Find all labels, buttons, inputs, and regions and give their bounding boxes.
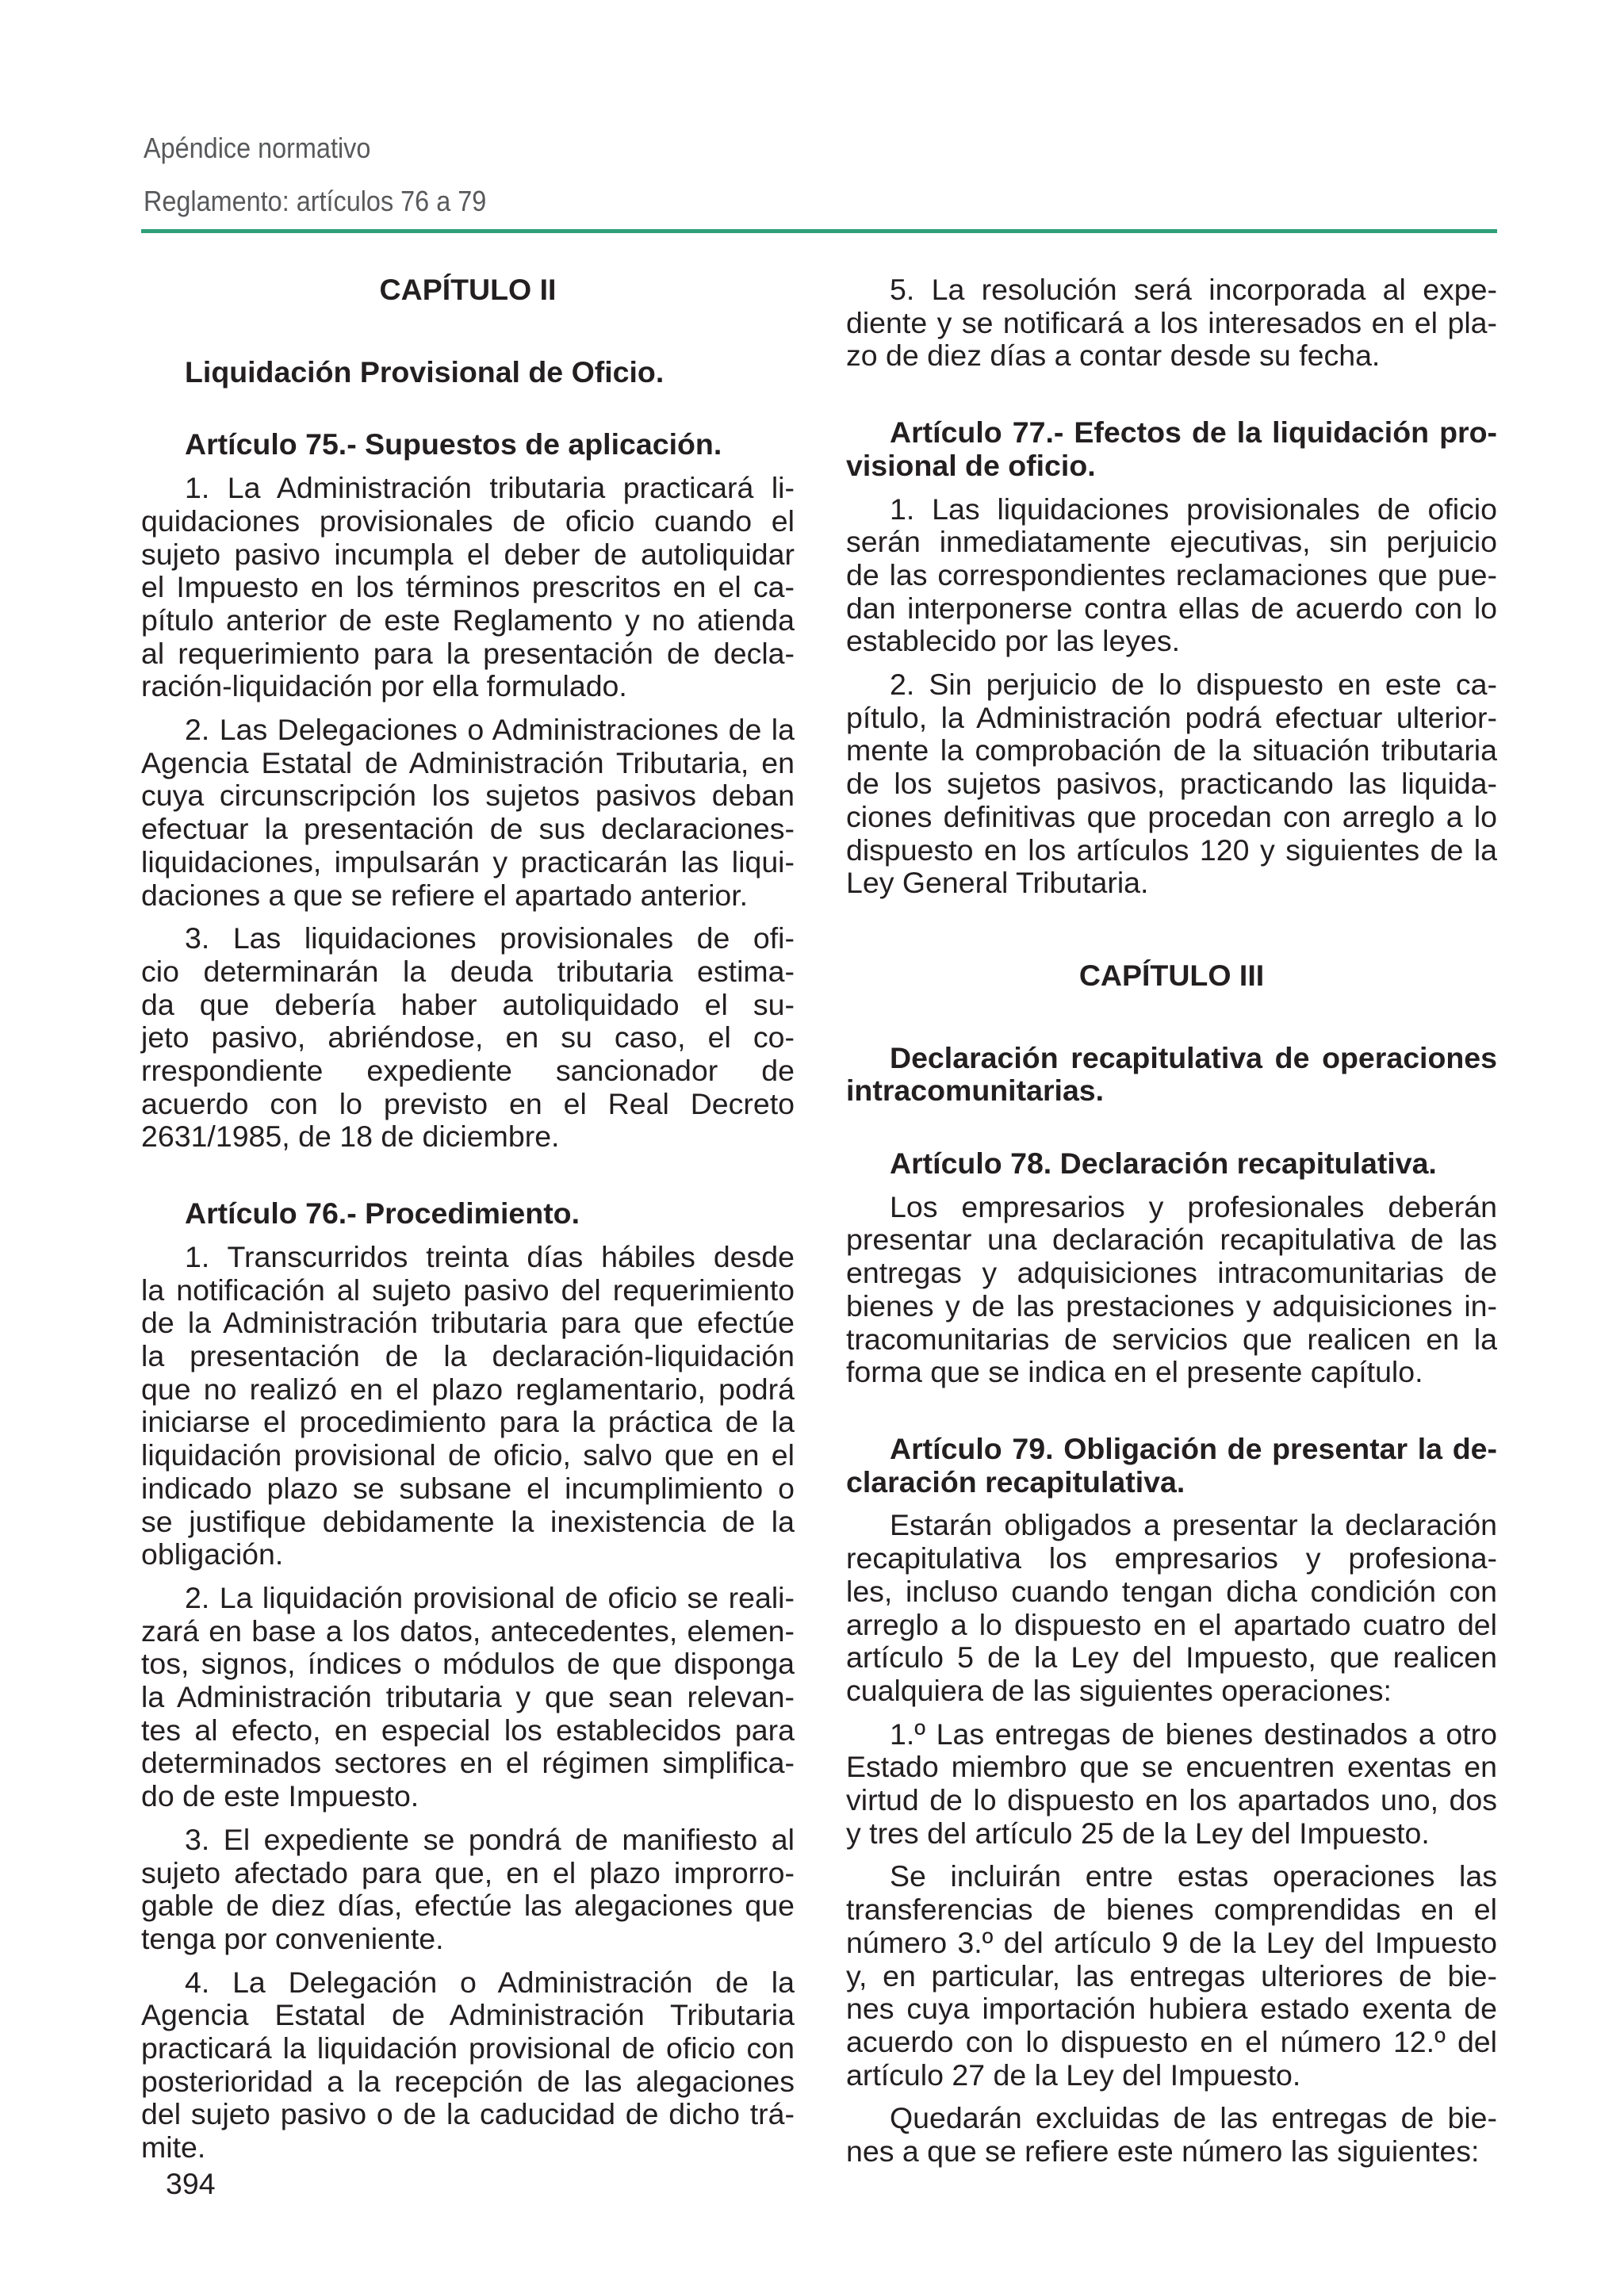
page-number: 394: [166, 2167, 216, 2200]
article-77-heading: [846, 416, 1497, 482]
text-line: Declaración recapitulativa de operaciones: [890, 1040, 1497, 1074]
text-line: serán inmediatamente ejecutivas, sin perjuicio: [846, 525, 1497, 559]
text-line: gable de diez días, efectúe las alegaciones que: [141, 1889, 795, 1923]
text-line: sujeto pasivo incumpla el deber de autoliquidar: [141, 537, 795, 571]
text-line: Se incluirán entre estas operaciones las: [890, 1859, 1497, 1893]
text-line: 1. La Administración tributaria practicará li-: [185, 471, 795, 505]
article-79-paragraph-3: [846, 1860, 1497, 2092]
article-76-paragraph-4: [141, 1966, 795, 2165]
text-line: obligación.: [141, 1537, 284, 1571]
text-line: establecido por las leyes.: [846, 624, 1181, 658]
text-line: determinados sectores en el régimen simplifica-: [141, 1746, 795, 1780]
chapter-iii-heading: CAPÍTULO III: [1078, 958, 1265, 992]
text-line: Estado miembro que se encuentren exentas en: [846, 1750, 1497, 1784]
text-line: Los empresarios y profesionales deberán: [890, 1189, 1497, 1223]
text-line: acuerdo con lo previsto en el Real Decreto: [141, 1086, 795, 1120]
text-line: dan interponerse contra ellas de acuerdo con lo: [846, 591, 1497, 625]
text-line: bienes y de las prestaciones y adquisiciones in-: [846, 1288, 1497, 1323]
text-line: artículo 5 de la Ley del Impuesto, que realicen: [846, 1640, 1497, 1675]
article-75-paragraph-3: [141, 922, 795, 1154]
text-line: Quedarán excluidas de las entregas de bie-: [890, 2101, 1497, 2135]
article-79-paragraph-4: [846, 2102, 1497, 2168]
text-line: efectuar la presentación de sus declaraciones-: [141, 812, 795, 846]
article-76-heading: [141, 1197, 795, 1231]
text-line: liquidación provisional de oficio, salvo que en el: [141, 1438, 795, 1472]
text-line: Artículo 78. Declaración recapitulativa.: [890, 1146, 1437, 1181]
text-line: da que debería haber autoliquidado el su-: [141, 987, 795, 1021]
text-line: cualquiera de las siguientes operaciones:: [846, 1673, 1392, 1707]
text-line: claración recapitulativa.: [846, 1464, 1185, 1499]
text-line: pítulo, la Administración podrá efectuar ulterior-: [846, 700, 1497, 734]
text-line: arreglo a lo dispuesto en el apartado cuatro del: [846, 1607, 1497, 1641]
text-line: recapitulativa los empresarios y profesiona-: [846, 1541, 1497, 1575]
text-line: Liquidación Provisional de Oficio.: [185, 354, 665, 389]
article-78-paragraph-1: [846, 1191, 1497, 1389]
text-line: les, incluso cuando tengan dicha condición con: [846, 1574, 1497, 1608]
text-line: de los sujetos pasivos, practicando las liquida-: [846, 767, 1497, 801]
text-line: nes a que se refiere este número las siguientes:: [846, 2134, 1480, 2169]
text-line: ciones definitivas que procedan con arreglo a lo: [846, 799, 1497, 833]
text-line: transferencias de bienes comprendidas en el: [846, 1893, 1497, 1927]
text-line: el Impuesto en los términos prescritos en el ca-: [141, 570, 795, 604]
article-76-paragraph-2: [141, 1582, 795, 1813]
article-75-paragraph-2: [141, 714, 795, 912]
text-line: 2631/1985, de 18 de diciembre.: [141, 1120, 560, 1154]
article-76-paragraph-3: [141, 1824, 795, 1956]
text-line: 5. La resolución será incorporada al expe-: [890, 273, 1497, 306]
article-75-heading: [141, 428, 795, 461]
text-line: zará en base a los datos, antecedentes, elemen-: [141, 1614, 795, 1648]
text-line: de las correspondientes reclamaciones que pue-: [846, 557, 1497, 591]
article-78-heading: [846, 1147, 1497, 1181]
text-line: y, en particular, las entregas ulteriores de bie-: [846, 1958, 1497, 1992]
text-line: 1.º Las entregas de bienes destinados a otro: [890, 1717, 1497, 1751]
text-line: do de este Impuesto.: [141, 1779, 419, 1813]
text-line: indicado plazo se subsane el incumplimiento o: [141, 1471, 795, 1505]
text-line: 2. Las Delegaciones o Administraciones de la: [185, 713, 795, 747]
text-line: daciones a que se refiere el apartado anterior.: [141, 878, 749, 912]
text-line: liquidaciones, impulsarán y practicarán las liqui-: [141, 844, 795, 879]
text-line: tes al efecto, en especial los establecidos para: [141, 1713, 795, 1747]
text-line: nes cuya importación hubiera estado exenta de: [846, 1992, 1497, 2026]
text-line: mente la comprobación de la situación tributaria: [846, 733, 1497, 768]
text-line: se justifique debidamente la inexistencia de la: [141, 1504, 795, 1538]
right-column: [846, 274, 1497, 2169]
text-line: al requerimiento para la presentación de decla-: [141, 636, 795, 670]
text-line: y tres del artículo 25 de la Ley del Impuesto.: [846, 1816, 1430, 1850]
text-line: practicará la liquidación provisional de oficio con: [141, 2031, 795, 2065]
text-line: 2. La liquidación provisional de oficio se reali-: [185, 1580, 795, 1614]
text-line: Artículo 76.- Procedimiento.: [185, 1196, 580, 1231]
text-line: Artículo 77.- Efectos de la liquidación pro-: [890, 415, 1497, 450]
text-line: virtud de lo dispuesto en los apartados uno, dos: [846, 1783, 1497, 1817]
text-line: número 3.º del artículo 9 de la Ley del Impuesto: [846, 1925, 1497, 1959]
chapter-ii-heading: CAPÍTULO II: [379, 273, 557, 306]
text-line: Artículo 75.- Supuestos de aplicación.: [185, 427, 722, 461]
text-line: la presentación de la declaración-liquidación: [141, 1338, 795, 1372]
text-line: Ley General Tributaria.: [846, 866, 1149, 900]
text-line: rrespondiente expediente sancionador de: [141, 1054, 795, 1088]
text-line: diente y se notificará a los interesados en el pla-: [846, 305, 1497, 339]
text-line: Artículo 79. Obligación de presentar la de-: [890, 1431, 1497, 1465]
text-line: Agencia Estatal de Administración Tributaria: [141, 1998, 795, 2032]
text-line: zo de diez días a contar desde su fecha.: [846, 339, 1381, 373]
article-76-paragraph-1: [141, 1241, 795, 1571]
text-line: posterioridad a la recepción de las alegaciones: [141, 2064, 795, 2098]
text-line: tos, signos, índices o módulos de que disponga: [141, 1647, 795, 1681]
text-line: cio determinarán la deuda tributaria estima-: [141, 954, 795, 988]
text-line: iniciarse el procedimiento para la práctica de la: [141, 1405, 795, 1439]
text-line: 3. Las liquidaciones provisionales de ofi-: [185, 921, 795, 955]
article-77-paragraph-2: [846, 668, 1497, 900]
text-line: 1. Transcurridos treinta días hábiles desde: [185, 1239, 795, 1273]
article-79-paragraph-2: [846, 1718, 1497, 1851]
text-line: acuerdo con lo dispuesto en el número 12.º del: [846, 2024, 1497, 2058]
text-line: sujeto afectado para que, en el plazo improrro-: [141, 1855, 795, 1889]
article-79-paragraph-1: [846, 1509, 1497, 1707]
text-line: intracomunitarias.: [846, 1074, 1105, 1108]
text-line: presentar una declaración recapitulativa de las: [846, 1223, 1497, 1257]
text-line: ración-liquidación por ella formulado.: [141, 669, 627, 703]
text-line: forma que se indica en el presente capítulo.: [846, 1355, 1423, 1389]
text-line: 1. Las liquidaciones provisionales de oficio: [890, 492, 1497, 526]
article-75-paragraph-1: [141, 472, 795, 703]
header-rule: [141, 229, 1497, 233]
text-line: tracomunitarias de servicios que realicen en la: [846, 1322, 1497, 1356]
text-line: visional de oficio.: [846, 448, 1096, 482]
text-line: que no realizó en el plazo reglamentario, podrá: [141, 1372, 795, 1406]
article-77-paragraph-1: [846, 493, 1497, 659]
chapter-ii-title: [141, 356, 795, 389]
text-line: Agencia Estatal de Administración Tributaria, en: [141, 745, 795, 779]
text-line: 3. El expediente se pondrá de manifiesto al: [185, 1822, 795, 1856]
text-line: cuya circunscripción los sujetos pasivos deban: [141, 779, 795, 813]
text-line: 2. Sin perjuicio de lo dispuesto en este ca-: [890, 668, 1497, 702]
article-79-heading: [846, 1433, 1497, 1499]
running-header-section: Apéndice normativo: [144, 132, 371, 164]
text-line: jeto pasivo, abriéndose, en su caso, el co-: [141, 1020, 795, 1055]
text-line: dispuesto en los artículos 120 y siguientes de la: [846, 833, 1497, 867]
running-header-subsection: Reglamento: artículos 76 a 79: [144, 185, 487, 217]
text-line: quidaciones provisionales de oficio cuando el: [141, 503, 795, 538]
text-line: tenga por conveniente.: [141, 1921, 444, 1955]
chapter-iii-title: [846, 1042, 1497, 1108]
text-line: 4. La Delegación o Administración de la: [185, 1965, 795, 1999]
article-76-paragraph-5: [846, 274, 1497, 373]
text-line: del sujeto pasivo o de la caducidad de dicho trá-: [141, 2097, 795, 2131]
text-line: entregas y adquisiciones intracomunitarias de: [846, 1256, 1497, 1290]
text-line: artículo 27 de la Ley del Impuesto.: [846, 2058, 1301, 2092]
text-line: mite.: [141, 2130, 206, 2165]
text-line: de la Administración tributaria para que efectúe: [141, 1306, 795, 1340]
text-line: Estarán obligados a presentar la declaración: [890, 1508, 1497, 1542]
text-line: pítulo anterior de este Reglamento y no atienda: [141, 603, 795, 637]
text-line: la Administración tributaria y que sean relevan-: [141, 1680, 795, 1714]
text-line: la notificación al sujeto pasivo del requerimiento: [141, 1273, 795, 1307]
left-column: [141, 274, 795, 2165]
